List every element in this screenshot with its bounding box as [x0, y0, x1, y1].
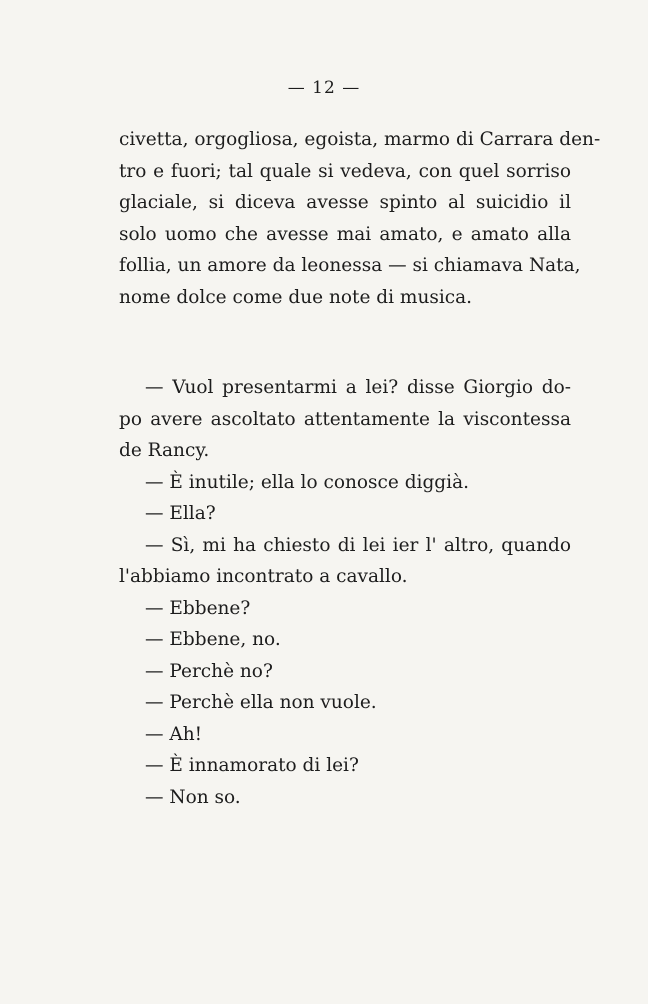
- dialogue-line: — Sì, mi ha chiesto di lei ier l' altro, quando: [145, 534, 571, 556]
- dialogue-line: — È innamorato di lei?: [145, 755, 359, 776]
- dialogue-line: — È inutile; ella lo conosce diggià.: [145, 471, 469, 493]
- text-line: tro e fuori; tal quale si vedeva, con quel sorriso: [119, 160, 571, 182]
- dialogue-line: po avere ascoltato attentamente la viscontessa: [119, 408, 571, 430]
- dialogue-line: — Ebbene, no.: [145, 629, 281, 650]
- text-line: civetta, orgogliosa, egoista, marmo di Carrara den-: [119, 129, 601, 150]
- dialogue-line: — Ah!: [145, 723, 203, 745]
- dialogue-line: de Rancy.: [119, 440, 210, 461]
- dialogue-line: l'abbiamo incontrato a cavallo.: [119, 566, 408, 587]
- text-line: nome dolce come due note di musica.: [119, 286, 473, 308]
- dialogue-line: — Ebbene?: [145, 597, 251, 619]
- dialogue-line: — Non so.: [145, 786, 241, 808]
- dialogue-block: [119, 372, 571, 813]
- dialogue-line: — Vuol presentarmi a lei? disse Giorgio do-: [145, 377, 571, 398]
- dialogue-line: — Perchè ella non vuole.: [145, 692, 377, 713]
- dialogue-line: — Perchè no?: [145, 660, 273, 682]
- text-line: solo uomo che avesse mai amato, e amato alla: [119, 223, 571, 245]
- text-line: glaciale, si diceva avesse spinto al suicidio il: [119, 192, 571, 213]
- paragraph-narrative: [119, 124, 601, 313]
- page-number: — 12 —: [287, 78, 361, 98]
- text-line: follia, un amore da leonessa — si chiamava Nata,: [119, 255, 581, 276]
- dialogue-line: — Ella?: [145, 503, 216, 524]
